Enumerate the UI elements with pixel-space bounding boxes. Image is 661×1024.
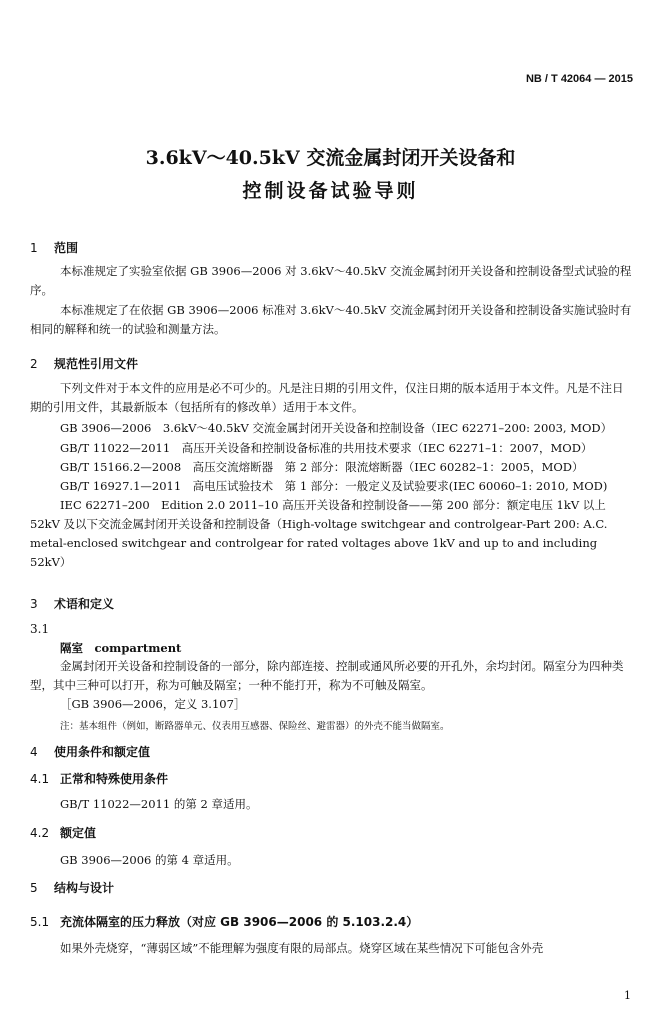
section-number: 4 <box>30 745 38 759</box>
subsection-number: 5.1 <box>30 915 50 929</box>
subsection-number: 4.1 <box>30 772 50 786</box>
subsection-title: 充流体隔室的压力释放（对应 GB 3906—2006 的 5.103.2.4） <box>60 915 419 929</box>
s1-paragraph-2: 本标准规定了在依据 GB 3906—2006 标准对 3.6kV～40.5kV 交流金属封闭开关设备和控制设备实施试验时有相同的解释和统一的试验和测量方法。 <box>30 303 632 336</box>
subsection-title: 正常和特殊使用条件 <box>60 772 169 786</box>
definition-source: ［GB 3906—2006，定义 3.107］ <box>60 697 246 711</box>
section-title: 范围 <box>54 241 79 255</box>
section-2-heading <box>30 355 138 372</box>
reference-item: GB 3906—2006 3.6kV～40.5kV 交流金属封闭开关设备和控制设备（IEC 62271–200: 2003, MOD） <box>60 421 613 435</box>
section-3-heading <box>30 595 114 612</box>
page-number: 1 <box>624 989 631 1002</box>
section-number: 2 <box>30 357 38 371</box>
note: 注：基本组件（例如，断路器单元、仪表用互感器、保险丝、避雷器）的外壳不能当做隔室。 <box>60 721 450 732</box>
reference-item: GB/T 11022—2011 高压开关设备和控制设备标准的共用技术要求（IEC 62271–1：2007，MOD） <box>60 441 593 455</box>
title-line-1: 3.6kV～40.5kV 交流金属封闭开关设备和 <box>145 147 516 169</box>
section-title: 术语和定义 <box>54 597 115 611</box>
section-5-heading <box>30 879 114 896</box>
subsection-title: 额定值 <box>60 826 97 840</box>
s2-paragraph-1: 下列文件对于本文件的应用是必不可少的。凡是注日期的引用文件，仅注日期的版本适用于本文件。凡是不注日期的引用文件，其最新版本（包括所有的修改单）适用于本文件。 <box>30 381 624 414</box>
section-1-heading <box>30 239 78 256</box>
section-title: 规范性引用文件 <box>54 357 139 371</box>
s51-text: 如果外壳烧穿，“薄弱区域”不能理解为强度有限的局部点。烧穿区域在某些情况下可能包含外壳 <box>60 941 544 955</box>
reference-item: IEC 62271–200 Edition 2.0 2011–10 高压开关设备和控制设备——第 200 部分：额定电压 1kV 以上 52kV 及以下交流金属封闭开关设备和控制设备（High-voltage switchgear and controlgear-Part 200: A.C. metal-enclosed switchgear and controlgear for rated voltages above 1kV and up to and including 52kV） <box>30 498 608 569</box>
subsection-4-2-heading <box>30 824 96 841</box>
s1-paragraph-1: 本标准规定了实验室依据 GB 3906—2006 对 3.6kV～40.5kV 交流金属封闭开关设备和控制设备型式试验的程序。 <box>30 264 632 297</box>
s42-text: GB 3906—2006 的第 4 章适用。 <box>60 853 239 867</box>
section-title: 结构与设计 <box>54 881 115 895</box>
section-number: 3 <box>30 597 38 611</box>
standard-number: NB / T 42064 — 2015 <box>525 73 633 85</box>
section-title: 使用条件和额定值 <box>54 745 151 759</box>
s41-text: GB/T 11022—2011 的第 2 章适用。 <box>60 797 258 811</box>
reference-item: GB/T 15166.2—2008 高压交流熔断器 第 2 部分：限流熔断器（IEC 60282–1：2005，MOD） <box>60 460 584 474</box>
title-line-2: 控制设备试验导则 <box>242 180 419 202</box>
section-number: 1 <box>30 241 38 255</box>
term: 隔室 compartment <box>60 641 182 655</box>
subsection-number: 4.2 <box>30 826 50 840</box>
section-number: 5 <box>30 881 38 895</box>
section-4-heading <box>30 743 150 760</box>
subsection-number: 3.1 <box>30 622 50 636</box>
term-definition: 金属封闭开关设备和控制设备的一部分，除内部连接、控制或通风所必要的开孔外，余均封闭。隔室分为四种类型，其中三种可以打开，称为可触及隔室；一种不能打开，称为不可触及隔室。 <box>30 659 624 692</box>
reference-item: GB/T 16927.1—2011 高电压试验技术 第 1 部分：一般定义及试验要求(IEC 60060–1: 2010, MOD) <box>60 479 608 493</box>
subsection-5-1-heading <box>30 913 418 930</box>
subsection-4-1-heading <box>30 770 168 787</box>
